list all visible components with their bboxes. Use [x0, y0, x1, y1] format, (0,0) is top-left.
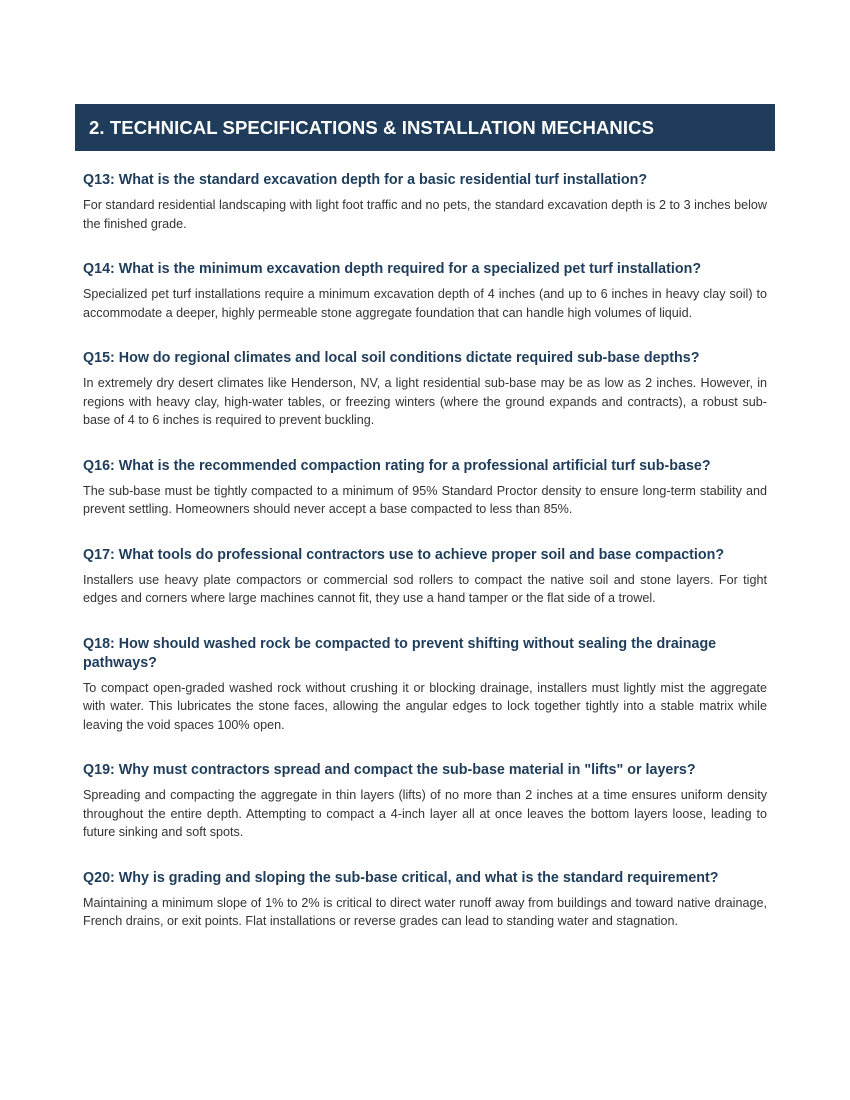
faq-answer: Installers use heavy plate compactors or commercial sod rollers to compact the native soil and stone layers. For tight edges and corners where large machines cannot fit, they use a hand tamper or the flat side of a trowel.	[83, 572, 767, 605]
faq-answer: In extremely dry desert climates like Henderson, NV, a light residential sub-base may be as low as 2 inches. However, in regions with heavy clay, high-water tables, or freezing winters (where the ground expands and contracts), a robust sub-base of 4 to 6 inches is required to prevent buckling.	[83, 376, 767, 427]
faq-question: Q16: What is the recommended compaction rating for a professional artificial turf sub-base?	[83, 457, 711, 474]
faq-item-q18	[83, 635, 767, 735]
faq-answer: Specialized pet turf installations require a minimum excavation depth of 4 inches (and up to 6 inches in heavy clay soil) to accommodate a deeper, highly permeable stone aggregate foundation that can handle high volumes of liquid.	[83, 287, 767, 320]
faq-question: Q14: What is the minimum excavation depth required for a specialized pet turf installation?	[83, 261, 702, 277]
faq-question: Q18: How should washed rock be compacted to prevent shifting without sealing the drainage pathways?	[83, 635, 717, 671]
faq-item-q17	[83, 546, 767, 608]
faq-question: Q19: Why must contractors spread and compact the sub-base material in "lifts" or layers?	[83, 762, 696, 778]
faq-item-q13	[83, 171, 767, 233]
faq-answer: Maintaining a minimum slope of 1% to 2% is critical to direct water runoff away from buildings and toward native drainage, French drains, or exit points. Flat installations or reverse grades can lead to standing water and stagnation.	[83, 895, 767, 928]
faq-question: Q15: How do regional climates and local soil conditions dictate required sub-base depths?	[83, 350, 700, 366]
faq-answer: The sub-base must be tightly compacted to a minimum of 95% Standard Proctor density to ensure long-term stability and prevent settling. Homeowners should never accept a base compacted to less than 85%.	[83, 483, 767, 516]
faq-item-q16	[83, 457, 767, 519]
faq-item-q14	[83, 260, 767, 322]
faq-answer: To compact open-graded washed rock without crushing it or blocking drainage, installers must lightly mist the aggregate with water. This lubricates the stone faces, allowing the angular edges to lock together tightly into a stable matrix while leaving the void spaces 100% open.	[83, 680, 767, 732]
faq-answer: For standard residential landscaping with light foot traffic and no pets, the standard excavation depth is 2 to 3 inches below the finished grade.	[83, 198, 767, 231]
section-title: 2. TECHNICAL SPECIFICATIONS & INSTALLATION MECHANICS	[89, 116, 655, 138]
faq-question: Q13: What is the standard excavation depth for a basic residential turf installation?	[83, 172, 648, 188]
faq-item-q15	[83, 349, 767, 430]
section-header	[75, 104, 775, 151]
faq-item-q20	[83, 869, 767, 931]
faq-answer: Spreading and compacting the aggregate in thin layers (lifts) of no more than 2 inches at a time ensures uniform density throughout the entire depth. Attempting to compact a 4-inch layer all at once leaves the bottom layers loose, leading to future sinking and soft spots.	[83, 788, 767, 839]
faq-list	[83, 171, 767, 958]
faq-question: Q17: What tools do professional contractors use to achieve proper soil and base compaction?	[83, 546, 725, 563]
faq-item-q19	[83, 761, 767, 842]
faq-question: Q20: Why is grading and sloping the sub-base critical, and what is the standard requirement?	[83, 869, 719, 886]
